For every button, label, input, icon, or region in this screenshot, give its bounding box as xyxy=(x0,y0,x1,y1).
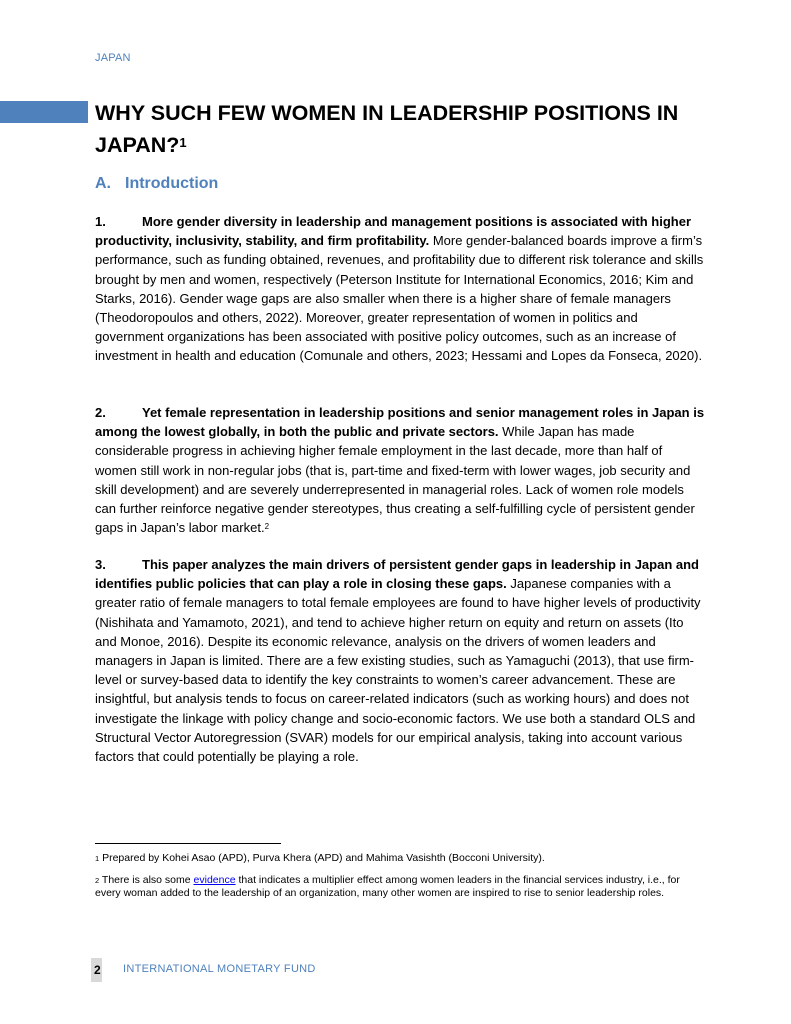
paragraph-body: Japanese companies with a greater ratio of female managers to total female employees are found to have higher levels of productivity (Nishihata and Yamamoto, 2021), and tend to achieve higher return on equity and return on assets (Ito and Monoe, 2016). Despite its economic relevance, analysis on the drivers of women leaders and managers in Japan is limited. There are a few existing studies, such as Yamaguchi (2013), that use firm-level or survey-based data to identify the key constraints to women’s career advancement. These are insightful, but analysis tends to focus on career-related indicators (such as working hours) and does not investigate the linkage with policy change and socio-economic factors. We use both a standard OLS and Structural Vector Autoregression (SVAR) models for our empirical analysis, taking into account various factors that could potentially be playing a role. xyxy=(95,576,701,765)
footnote-2 xyxy=(95,874,705,901)
footnote-number: 2 xyxy=(95,876,100,885)
running-header: JAPAN xyxy=(95,52,131,64)
footnote-text-before: There is also some xyxy=(99,874,194,886)
footnote-text: Prepared by Kohei Asao (APD), Purva Khera (APD) and Mahima Vasishth (Bocconi University). xyxy=(99,852,545,864)
footnote-1 xyxy=(95,852,705,865)
paragraph-lead: This paper analyzes the main drivers of persistent gender gaps in leadership in Japan and identifies public policies that can play a role in closing these gaps. xyxy=(95,557,699,592)
page-title-text: WHY SUCH FEW WOMEN IN LEADERSHIP POSITIONS IN JAPAN? xyxy=(95,101,679,157)
footnote-text-after: that indicates a multiplier effect among women leaders in the financial services industry, i.e., for every woman added to the leadership of an organization, many other women are inspired to rise to senior leadership roles. xyxy=(95,874,680,900)
title-accent-bar xyxy=(0,101,88,123)
section-letter: A. xyxy=(95,175,111,192)
paragraph-3 xyxy=(95,555,705,766)
section-heading xyxy=(95,175,218,193)
paragraph-number: 1. xyxy=(95,214,106,229)
section-title: Introduction xyxy=(125,175,219,192)
paragraph-body: More gender-balanced boards improve a firm’s performance, such as funding obtained, revenues, and profitability due to different risk tolerance and skills brought by men and women, respectively (Peterson Institute for International Economics, 2016; Kim and Starks, 2016). Gender wage gaps are also smaller when there is a higher share of female managers (Theodoropoulos and others, 2022). Moreover, greater representation of women in politics and government organizations has been associated with positive policy outcomes, such as an increase of investment in health and education (Comunale and others, 2023; Hessami and Lopes da Fonseca, 2020). xyxy=(95,233,704,364)
paragraph-number: 3. xyxy=(95,557,106,572)
paragraph-2 xyxy=(95,403,705,537)
footnote-number: 1 xyxy=(95,854,100,863)
page-number: 2 xyxy=(94,963,101,977)
footnote-separator xyxy=(95,843,281,844)
paragraph-lead: Yet female representation in leadership positions and senior management roles in Japan is among the lowest globally, in both the public and private sectors. xyxy=(95,405,705,440)
title-footnote-ref[interactable]: 1 xyxy=(179,135,187,150)
footer-organization: INTERNATIONAL MONETARY FUND xyxy=(123,963,316,975)
paragraph-lead: More gender diversity in leadership and management positions is associated with higher productivity, inclusivity, stability, and firm profitability. xyxy=(95,214,692,249)
paragraph-1 xyxy=(95,212,705,366)
paragraph-body: While Japan has made considerable progress in achieving higher female employment in the last decade, more than half of women still work in non-regular jobs (that is, part-time and fixed-term with lower wages, job security and skill development) and are severely underrepresented in managerial roles. Lack of women role models can further reinforce negative gender stereotypes, thus creating a self-fulfilling cycle of persistent gender gaps in Japan’s labor market. xyxy=(95,424,695,536)
paragraph-footnote-ref[interactable]: 2 xyxy=(264,522,270,532)
evidence-link[interactable]: evidence xyxy=(193,874,236,886)
page-title xyxy=(95,97,735,161)
paragraph-number: 2. xyxy=(95,405,106,420)
